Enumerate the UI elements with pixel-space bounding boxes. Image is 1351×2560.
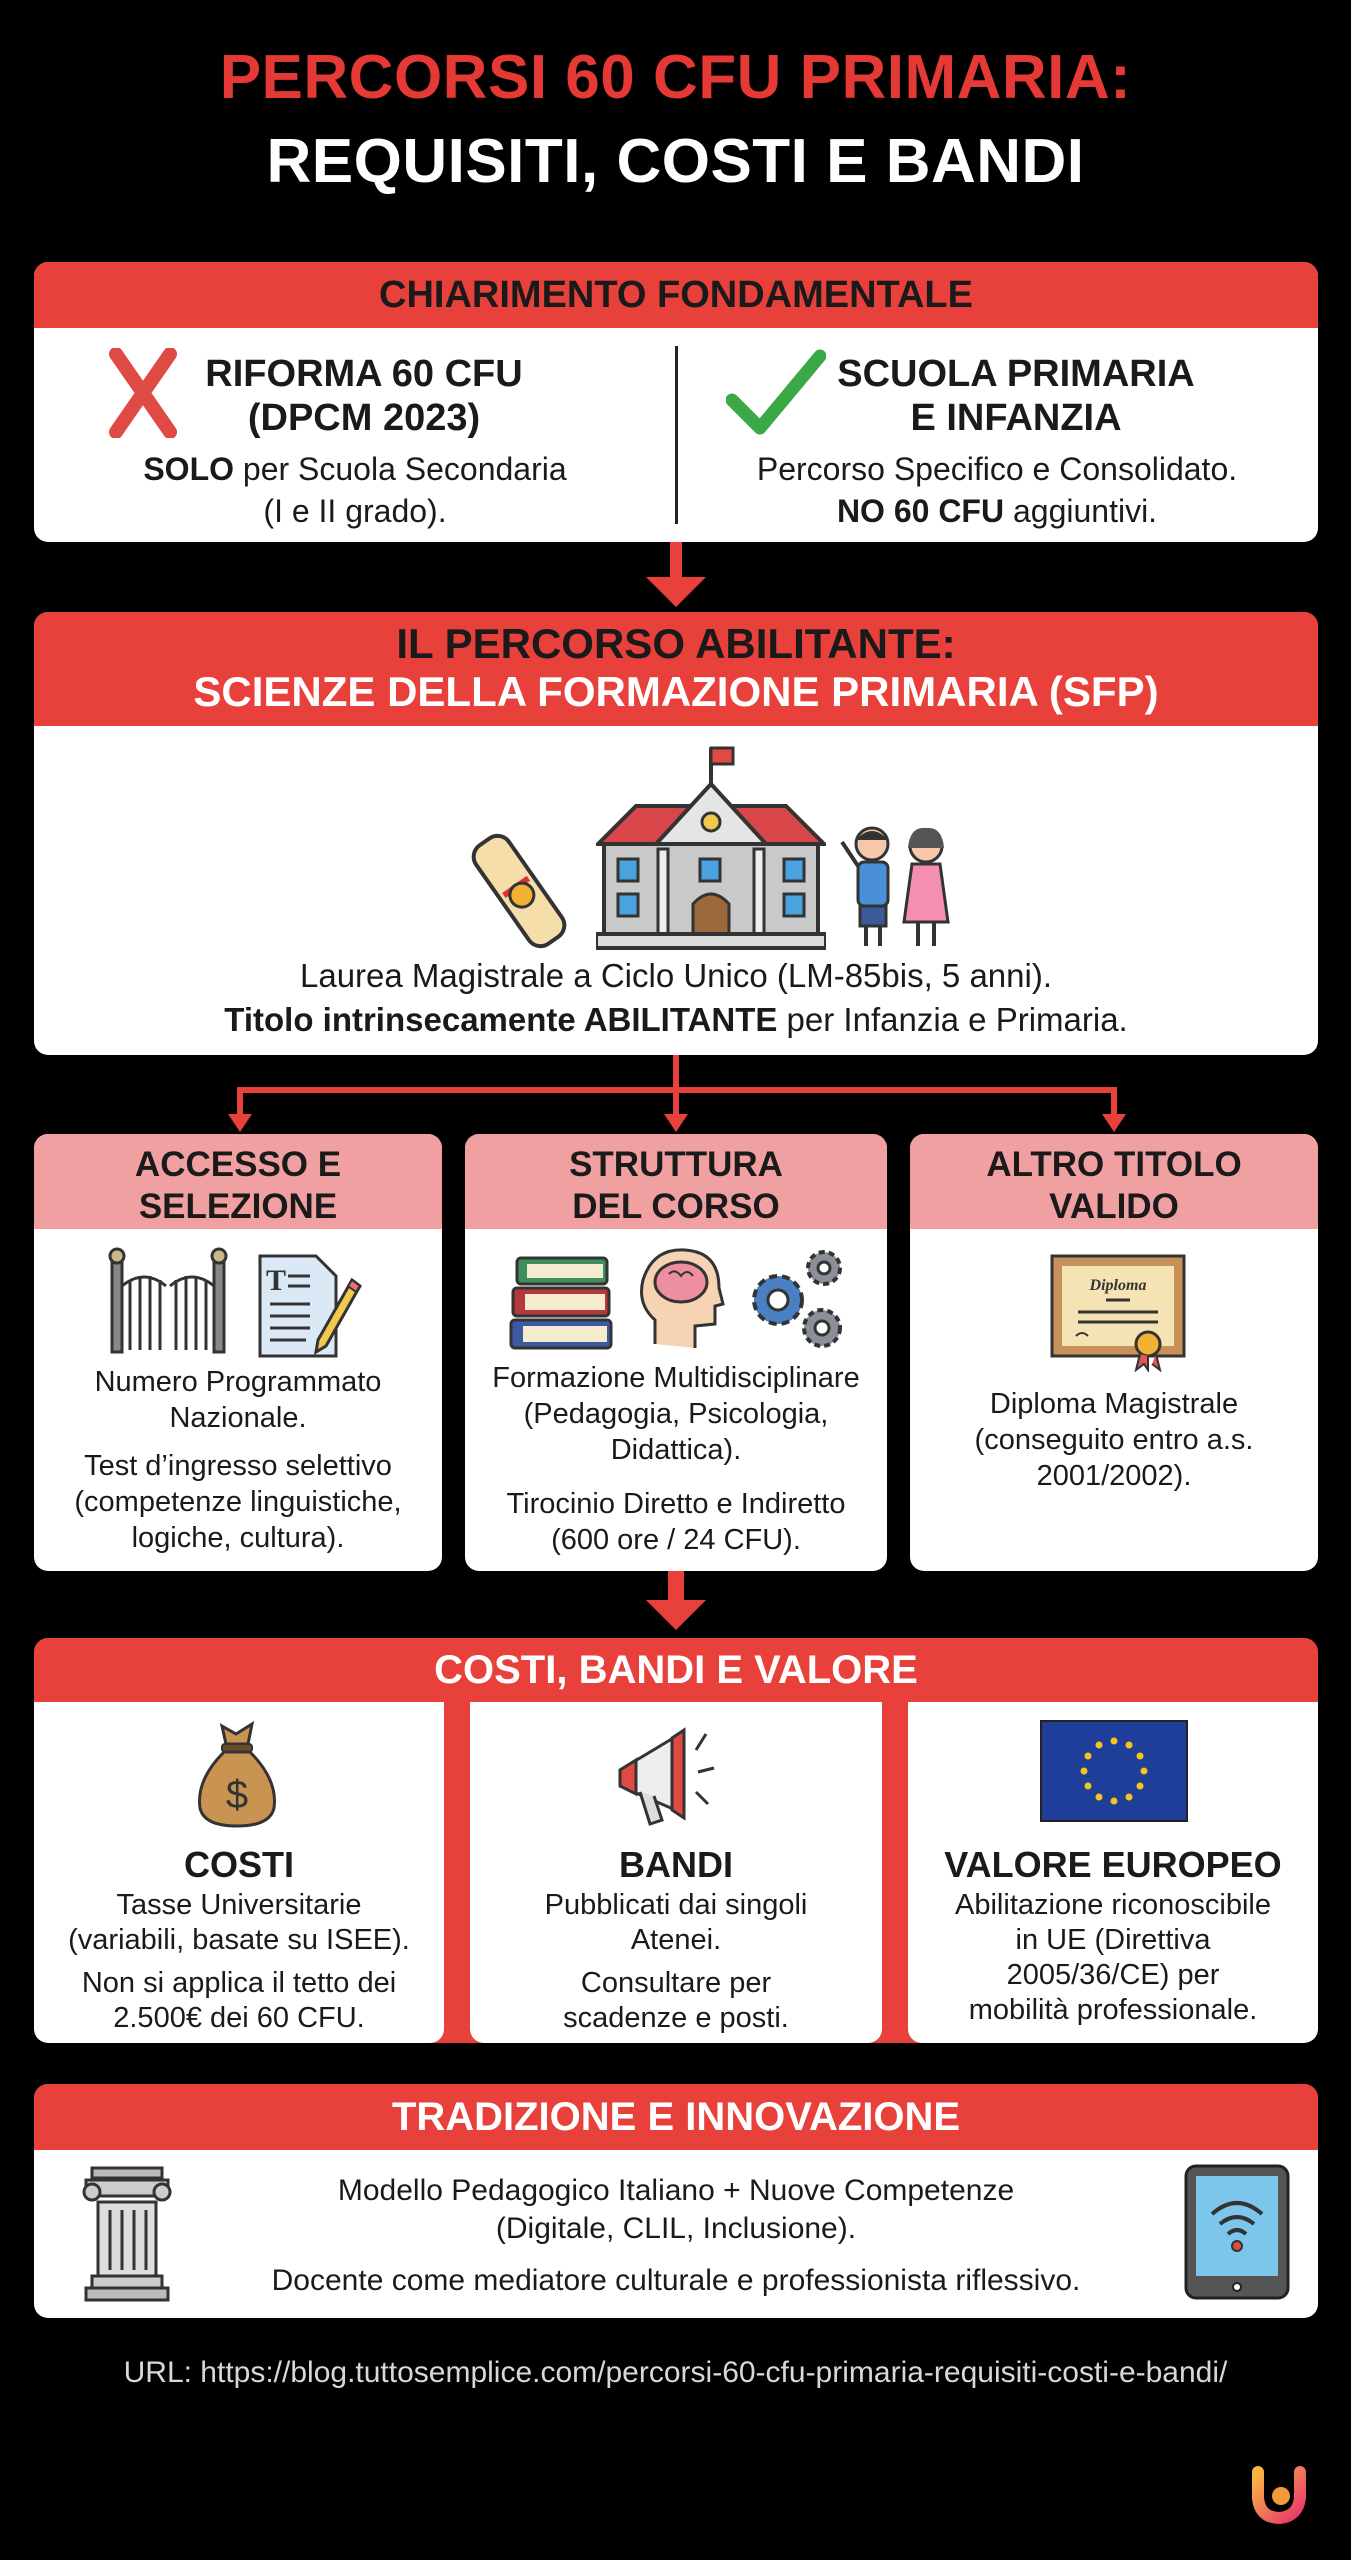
access-para-1: Numero Programmato Nazionale. xyxy=(94,1366,382,1434)
svg-text:T: T xyxy=(266,1264,287,1297)
reform-text: SOLO per Scuola Secondaria (I e II grado). xyxy=(143,451,567,529)
card-heading: ACCESSO E SELEZIONE xyxy=(34,1134,442,1229)
european-value-title: VALORE EUROPEO xyxy=(944,1844,1282,1885)
card-access-selection xyxy=(34,1134,442,1571)
connector-line xyxy=(668,1571,684,1601)
costs-para-2: Non si applica il tetto dei 2.500€ dei 60 CFU. xyxy=(81,1967,397,2034)
costs-item xyxy=(34,1702,444,2043)
bandi-para-1: Pubblicati dai singoli Atenei. xyxy=(544,1889,808,1956)
reform-column xyxy=(34,328,676,542)
card-heading: ALTRO TITOLO VALIDO xyxy=(910,1134,1318,1229)
pathway-heading: IL PERCORSO ABILITANTE: SCIENZE DELLA FORMAZIONE PRIMARIA (SFP) xyxy=(34,612,1318,726)
arrow-down-icon xyxy=(646,1600,706,1630)
books-icon xyxy=(507,1252,617,1357)
money-bag-icon xyxy=(192,1720,282,1835)
tradition-heading: TRADIZIONE E INNOVAZIONE xyxy=(34,2084,1318,2150)
structure-para-2: Tirocinio Diretto e Indiretto (600 ore / 24 CFU). xyxy=(506,1488,846,1556)
card-course-structure xyxy=(465,1134,887,1571)
column-icon xyxy=(82,2166,172,2307)
card-heading: STRUTTURA DEL CORSO xyxy=(465,1134,887,1229)
european-value-item xyxy=(908,1702,1318,2043)
bandi-item xyxy=(470,1702,882,2043)
primary-text: Percorso Specifico e Consolidato. NO 60 CFU aggiuntivi. xyxy=(756,451,1238,529)
clarification-panel xyxy=(34,262,1318,542)
clarification-heading: CHIARIMENTO FONDAMENTALE xyxy=(34,262,1318,328)
connector-line xyxy=(670,542,682,577)
tradition-panel xyxy=(34,2084,1318,2318)
arrow-down-icon xyxy=(1102,1114,1126,1132)
arrow-down-icon xyxy=(664,1114,688,1132)
title-line-2: REQUISITI, COSTI E BANDI xyxy=(266,127,1085,196)
diploma-certificate-icon xyxy=(1048,1252,1188,1377)
tradition-text: Modello Pedagogico Italiano + Nuove Competenze (Digitale, CLIL, Inclusione). Docente come mediatore culturale e professionista riflessivo. xyxy=(271,2174,1081,2297)
card-other-valid-title xyxy=(910,1134,1318,1571)
svg-text:$: $ xyxy=(225,1773,249,1817)
brand-logo-icon xyxy=(1248,2462,1310,2524)
arrow-down-icon xyxy=(646,577,706,607)
test-paper-icon xyxy=(256,1252,366,1367)
other-title-para: Diploma Magistrale (conseguito entro a.s. 2001/2002). xyxy=(974,1388,1254,1492)
eu-flag-icon xyxy=(1040,1720,1188,1827)
costs-panel xyxy=(34,1638,1318,2043)
costs-title: COSTI xyxy=(183,1844,294,1885)
children-icon xyxy=(834,822,964,957)
brain-icon xyxy=(635,1244,725,1359)
pathway-panel xyxy=(34,612,1318,1055)
diploma-scroll-icon xyxy=(454,826,584,961)
access-para-2: Test d’ingresso selettivo (competenze linguistiche, logiche, cultura). xyxy=(74,1450,402,1554)
reform-title: RIFORMA 60 CFU (DPCM 2023) xyxy=(205,353,523,439)
bandi-title: BANDI xyxy=(619,1844,733,1885)
european-value-para: Abilitazione riconoscibile in UE (Direttiva 2005/36/CE) per mobilità professionale. xyxy=(955,1889,1271,2026)
tablet-wifi-icon xyxy=(1184,2164,1290,2305)
primary-column xyxy=(676,328,1318,542)
cross-icon xyxy=(108,348,178,443)
megaphone-icon xyxy=(610,1720,730,1835)
costs-para-1: Tasse Universitarie (variabili, basate su ISEE). xyxy=(68,1889,410,1956)
structure-para-1: Formazione Multidisciplinare (Pedagogia, Psicologia, Didattica). xyxy=(492,1362,860,1466)
title-line-1: PERCORSI 60 CFU PRIMARIA: xyxy=(219,43,1132,112)
costs-heading: COSTI, BANDI E VALORE xyxy=(34,1638,1318,1702)
connector-line xyxy=(673,1055,679,1090)
bandi-para-2: Consultare per scadenze e posti. xyxy=(563,1967,789,2034)
svg-text:Diploma: Diploma xyxy=(1089,1277,1147,1294)
gears-icon xyxy=(740,1244,850,1359)
pathway-description: Laurea Magistrale a Ciclo Unico (LM-85bis, 5 anni). Titolo intrinsecamente ABILITANTE per Infanzia e Primaria. xyxy=(224,957,1128,1038)
school-building-icon xyxy=(596,744,826,959)
gate-icon xyxy=(108,1246,228,1361)
arrow-down-icon xyxy=(228,1114,252,1132)
primary-title: SCUOLA PRIMARIA E INFANZIA xyxy=(837,353,1195,439)
source-url[interactable]: URL: https://blog.tuttosemplice.com/percorsi-60-cfu-primaria-requisiti-costi-e-bandi/ xyxy=(123,2356,1228,2389)
